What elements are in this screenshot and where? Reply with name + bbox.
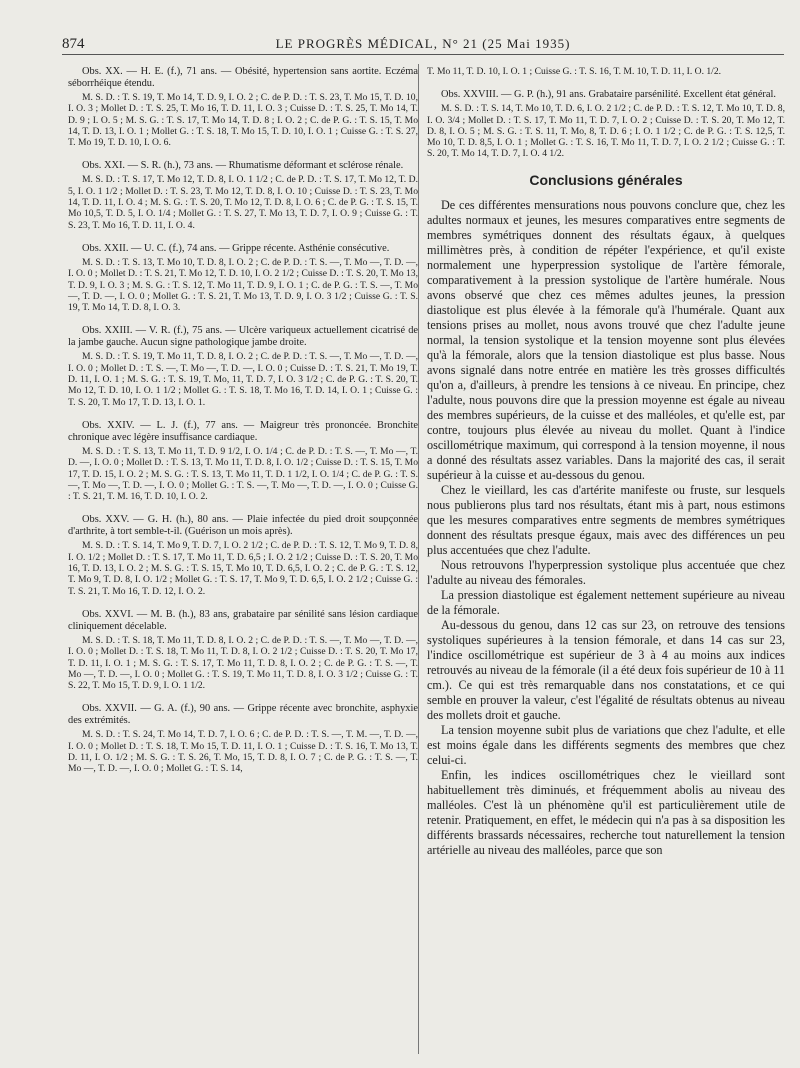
observation-20	[68, 66, 418, 148]
observation-measurements: M. S. D. : T. S. 14, T. Mo 9, T. D. 7, I. O. 2 1/2 ; C. de P. D. : T. S. 12, T. Mo 9, T. D. 8, I. O. 1/2 ; Mollet D. : T. S. 17, T. Mo 11, T. D. 6,5 ; I. O. 2 1/2 ; Cuisse D. : T. S. 20, T. Mo 16, T. D. 13, I. O. 2 ; M. S. G. : T. S. 15, T. Mo 10, T. D. 6,5, I. O. 2 ; C. de P. G. : T. S. 12, T. Mo 9, T. D. 8, I. O. 1/2 ; Mollet G. : T. S. 17, T. Mo 9, T. D. 6,5, I. O. 2 1/2 ; Cuisse G. : T. S. 21, T. Mo 16, T. D. 12, I. O. 2.	[68, 540, 418, 597]
observation-28	[427, 89, 785, 159]
observation-measurements: M. S. D. : T. S. 13, T. Mo 11, T. D. 9 1/2, I. O. 1/4 ; C. de P. D. : T. S. —, T. Mo —, T. D. —, I. O. 0 ; Mollet D. : T. S. 13, T. Mo 11, T. D. 8, I. O. 1/2 ; Cuisse D. : T. S. 15, T. Mo 17, T. D. 15, I. O. 2 ; M. S. G. : T. S. 13, T. Mo 11, T. D. 1 1/2, I. O. 1/4 ; C. de P. G. : T. S. —, T. Mo —, T. D. —, I. O. 0 ; Mollet G. : T. S. —, T. Mo —, T. D. —, I. O. 0 ; Cuisse G. : T. S. 21, T. M. 16, T. D. 10, I. O. 2.	[68, 445, 418, 503]
conclusion-paragraph: Au-dessous du genou, dans 12 cas sur 23, on retrouve des tensions systoliques supérieures à la tension fémorale, et dans 14 cas sur 23, l'indice oscillométrique est supérieur de 3 à 4 au moins aux indices retrouvés au niveau de la fémorale (il a été deux fois supérieur de 10 à 11 cm.). Ce qui est très remarquable dans nos constatations, et ce qui semble en prouver la valeur, c'est l'égalité de résultats obtenus au niveau des mollets droit et gauche.	[427, 617, 785, 722]
conclusion-paragraph: La pression diastolique est également nettement supérieure au niveau de la fémorale.	[427, 587, 785, 617]
left-column	[68, 66, 418, 1056]
observation-heading: Obs. XXVI. — M. B. (h.), 83 ans, grabataire par sénilité sans lésion cardiaque cliniquement décelable.	[68, 608, 418, 632]
conclusion-paragraph: Chez le vieillard, les cas d'artérite manifeste ou fruste, sur lesquels nous publierons plus tard nos résultats, étant mis à part, nous estimons que les mesures comparatives entre segments de membres symétriques donnent des résultats presque égaux, mais avec des différences un peu plus accentuées que chez l'adulte.	[427, 482, 785, 557]
observation-measurements: M. S. D. : T. S. 19, T. Mo 14, T. D. 9, I. O. 2 ; C. de P. D. : T. S. 23, T. Mo 15, T. D. 10, I. O. 3 ; Mollet D. : T. S. 25, T. Mo 16, T. D. 11, I. O. 3 ; Cuisse D. : T. S. 25, T. Mo 14, T. D. 9 ; I. O. 5 ; M. S. G. : T. S. 17, T. Mo 14, T. D. 8 ; I. O. 2 ; C. de P. G. : T. S. 15, T. Mo 14, T. D. 13, I. O. 1 ; Mollet G. : T. S. 18, T. Mo 15, T. D. 10, I. O. 1 ; Cuisse G. : T. S. 27, T. Mo 19, T. D. 10, I. O. 6.	[68, 92, 418, 149]
conclusion-paragraph: La tension moyenne subit plus de variations que chez l'adulte, et elle est moins égale dans les différents segments des membres que chez celui-ci.	[427, 722, 785, 767]
section-heading: Conclusions générales	[529, 171, 683, 188]
observation-measurements-continued: T. Mo 11, T. D. 10, I. O. 1 ; Cuisse G. : T. S. 16, T. M. 10, T. D. 11, I. O. 1/2.	[427, 66, 722, 77]
observation-27-continued	[427, 66, 785, 77]
observation-25	[68, 514, 418, 596]
observation-heading: Obs. XXVIII. — G. P. (h.), 91 ans. Grabataire parsénilité. Excellent état général.	[441, 89, 776, 101]
observation-23	[68, 325, 418, 407]
conclusion-paragraph: Enfin, les indices oscillométriques chez le vieillard sont habituellement très diminués, et fréquemment abolis au niveau des malléoles. C'est là un phénomène qu'il est particulièrement utile de retenir. Pratiquement, en effet, le médecin qui n'a pas à sa disposition les différents brassards nécessaires, recherche tout naturellement la tension artérielle au niveau des malléoles, parce que son	[427, 767, 785, 857]
column-divider	[418, 64, 419, 1054]
observation-heading: Obs. XXIV. — L. J. (f.), 77 ans. — Maigreur très prononcée. Bronchite chronique avec légère insuffisance cardiaque.	[68, 419, 418, 443]
observation-heading: Obs. XX. — H. E. (f.), 71 ans. — Obésité, hypertension sans aortite. Eczéma séborrhéique étendu.	[68, 66, 418, 89]
right-column	[427, 64, 785, 858]
page-number: 874	[62, 36, 85, 52]
observation-heading: Obs. XXVII. — G. A. (f.), 90 ans. — Grippe récente avec bronchite, asphyxie des extrémités.	[68, 703, 418, 727]
observation-measurements: M. S. D. : T. S. 13, T. Mo 10, T. D. 8, I. O. 2 ; C. de P. D. : T. S. —, T. Mo —, T. D. —, I. O. 0 ; Mollet D. : T. S. 21, T. Mo 12, T. D. 10, I. O. 2 1/2 ; Cuisse D. : T. S. 20, T. Mo 13, T. D. 9, I. O. 3 ; M. S. G. : T. S. 12, T. Mo 11, T. D. 9, I. O. 1 ; C. de P. G. : T. S. —, T. Mo —, T. D. —, I. O. 0 ; Mollet G. : T. S. 21, T. Mo 13, T. D. 9, I. O. 3 1/2 ; Cuisse G. : T. S. 19, T. Mo 14, T. D. 8, I. O. 3.	[68, 256, 419, 314]
running-title: LE PROGRÈS MÉDICAL, N° 21 (25 Mai 1935)	[275, 36, 571, 51]
observation-22	[68, 243, 418, 313]
conclusion-paragraph: De ces différentes mensurations nous pouvons conclure que, chez les adultes normaux et jeunes, les mesures comparatives entre segments de membres symétriques donnent des résultats égaux, à quelques millimètres près, à condition de répéter l'expérience, et qu'il existe normalement une hyperpression systolique de l'artère fémorale, comparativement à la pression systolique de l'artère humérale. Nous avons observé que chez ces mêmes adultes jeunes, la pression diastolique est plus élevée à la fémorale qu'à l'humérale. Quant aux tensions prises au mollet, nous avons trouvé que chez l'adulte jeune normal, la tension systolique et la tension moyenne sont plus élevées qu'à la fémorale, alors que la tension diastolique est plus basse. Nous avons signalé dans notre entrée en matière les très grosses difficultés qu'on a, d'ailleurs, à prendre les tensions à ce niveau. En principe, chez l'adulte, nous pouvons dire que la pression moyenne est égale au niveau des membres supérieurs, de la cuisse et des malléoles, et qu'elle est, par contre, toujours plus élevée au niveau du mollet. Quant à l'indice oscillométrique maximum, qui correspond à la tension moyenne, il nous a donné des résultats assez variables. Dans la majorité des cas, il serait supérieur à la cuisse et au-dessous du genou.	[427, 197, 785, 482]
observation-measurements: M. S. D. : T. S. 24, T. Mo 14, T. D. 7, I. O. 6 ; C. de P. D. : T. S. —, T. M. —, T. D. —, I. O. 0 ; Mollet D. : T. S. 18, T. Mo 15, T. D. 11, I. O. 1 ; Cuisse D. : T. S. 16, T. Mo 13, T. D. 11, I. O. 1/2 ; M. S. G. : T. S. 26, T. Mo, 15, T. D. 8, I. O. 7 ; C. de P. G. : T. S. —, T. Mo —, T. D. —, I. O. 0 ; Mollet G. : T. S. 14,	[68, 729, 418, 775]
observation-heading: Obs. XXII. — U. C. (f.), 74 ans. — Grippe récente. Asthénie consécutive.	[82, 242, 390, 254]
observation-27	[68, 703, 418, 774]
observation-measurements: M. S. D. : T. S. 17, T. Mo 12, T. D. 8, I. O. 1 1/2 ; C. de P. D. : T. S. 17, T. Mo 12, T. D. 5, I. O. 1 1/2 ; Mollet D. : T. S. 23, T. Mo 12, T. D. 8, I. O. 10 ; Cuisse D. : T. S. 23, T. Mo 14, T. D. 11, I. O. 4 ; M. S. G. : T. S. 20, T. Mo 12, T. D. 8, I. O. 6 ; C. de P. G. : T. S. 15, T. Mo 10,5, T. D. 5, I. O. 1/4 ; Mollet G. : T. S. 27, T. Mo 13, T. D. 7, I. O. 9 ; Cuisse G. : T. S. 23, T. Mo 16, T. D. 11, I. O. 4.	[68, 174, 418, 231]
observation-measurements: M. S. D. : T. S. 14, T. Mo 10, T. D. 6, I. O. 2 1/2 ; C. de P. D. : T. S. 12, T. Mo 10, T. D. 8, I. O. 3/4 ; Mollet D. : T. S. 17, T. Mo 11, T. D. 7, I. O. 2 ; Cuisse D. : T. S. 20, T. Mo 12, T. D. 8, I. O. 5 ; M. S. G. : T. S. 11, T. Mo, 8, T. D. 6 ; I. O. 1 1/2 ; C. de P. G. : T. S. 12,5, T. Mo 10, T. D. 8,5, I. O. 1 ; Mollet G. : T. S. 16, T. Mo 11, T. D. 7, I. O. 2 1/2 ; Cuisse G. : T. S. 20, T. Mo 14, T. D. 7, I. O. 4 1/2.	[427, 103, 785, 160]
page-header	[62, 34, 784, 55]
observation-26	[68, 609, 418, 691]
observation-heading: Obs. XXI. — S. R. (h.), 73 ans. — Rhumatisme déformant et sclérose rénale.	[82, 160, 404, 172]
observation-measurements: M. S. D. : T. S. 18, T. Mo 11, T. D. 8, I. O. 2 ; C. de P. D. : T. S. —, T. Mo —, T. D. —, I. O. 0 ; Mollet D. : T. S. 18, T. Mo 11, T. D. 8, I. O. 2 1/2 ; Cuisse D. : T. S. 20, T. Mo 17, T. D. 11, I. O. 1 ; M. S. G. : T. S. 17, T. Mo 11, T. D. 8, I. O. 2 ; C. de P. G. : T. S. —, T. Mo —, T. D. —, I. O. 0 ; Mollet G. : T. S. 19, T. Mo 11, T. D. 8, I. O. 3 1/2 ; Cuisse G. : T. S. 22, T. Mo 15, T. D. 9, I. O. 1 1/2.	[68, 634, 418, 692]
observation-heading: Obs. XXV. — G. H. (h.), 80 ans. — Plaie infectée du pied droit soupçonnée d'arthrite, à tort semble-t-il. (Guérison un mois après).	[68, 514, 418, 538]
observation-heading: Obs. XXIII. — V. R. (f.), 75 ans. — Ulcère variqueux actuellement cicatrisé de la jambe gauche. Aucun signe pathologique jambe droite.	[68, 325, 418, 349]
observation-21	[68, 160, 418, 230]
conclusion-paragraph: Nous retrouvons l'hyperpression systolique plus accentuée que chez l'adulte au niveau des fémorales.	[427, 557, 785, 587]
observation-24	[68, 420, 418, 502]
observation-measurements: M. S. D. : T. S. 19, T. Mo 11, T. D. 8, I. O. 2 ; C. de P. D. : T. S. —, T. Mo —, T. D. —, I. O. 0 ; Mollet D. : T. S. —, T. Mo —, T. D. —, I. O. 0 ; Cuisse D. : T. S. 21, T. Mo 19, T. D. 11, I. O. 1 ; M. S. G. : T. S. 19, T. Mo, 11, T. D. 7, I. O. 3 1/2 ; C. de P. G. : T. S. 20, T. Mo 12, T. D. 10, I. O. 1 1/2 ; Mollet G. : T. S. 18, T. Mo 16, T. D. 14, I. O. 1 ; Cuisse G. : T. S. 20, T. Mo 17, T. D. 13, I. O. 1.	[68, 351, 418, 408]
